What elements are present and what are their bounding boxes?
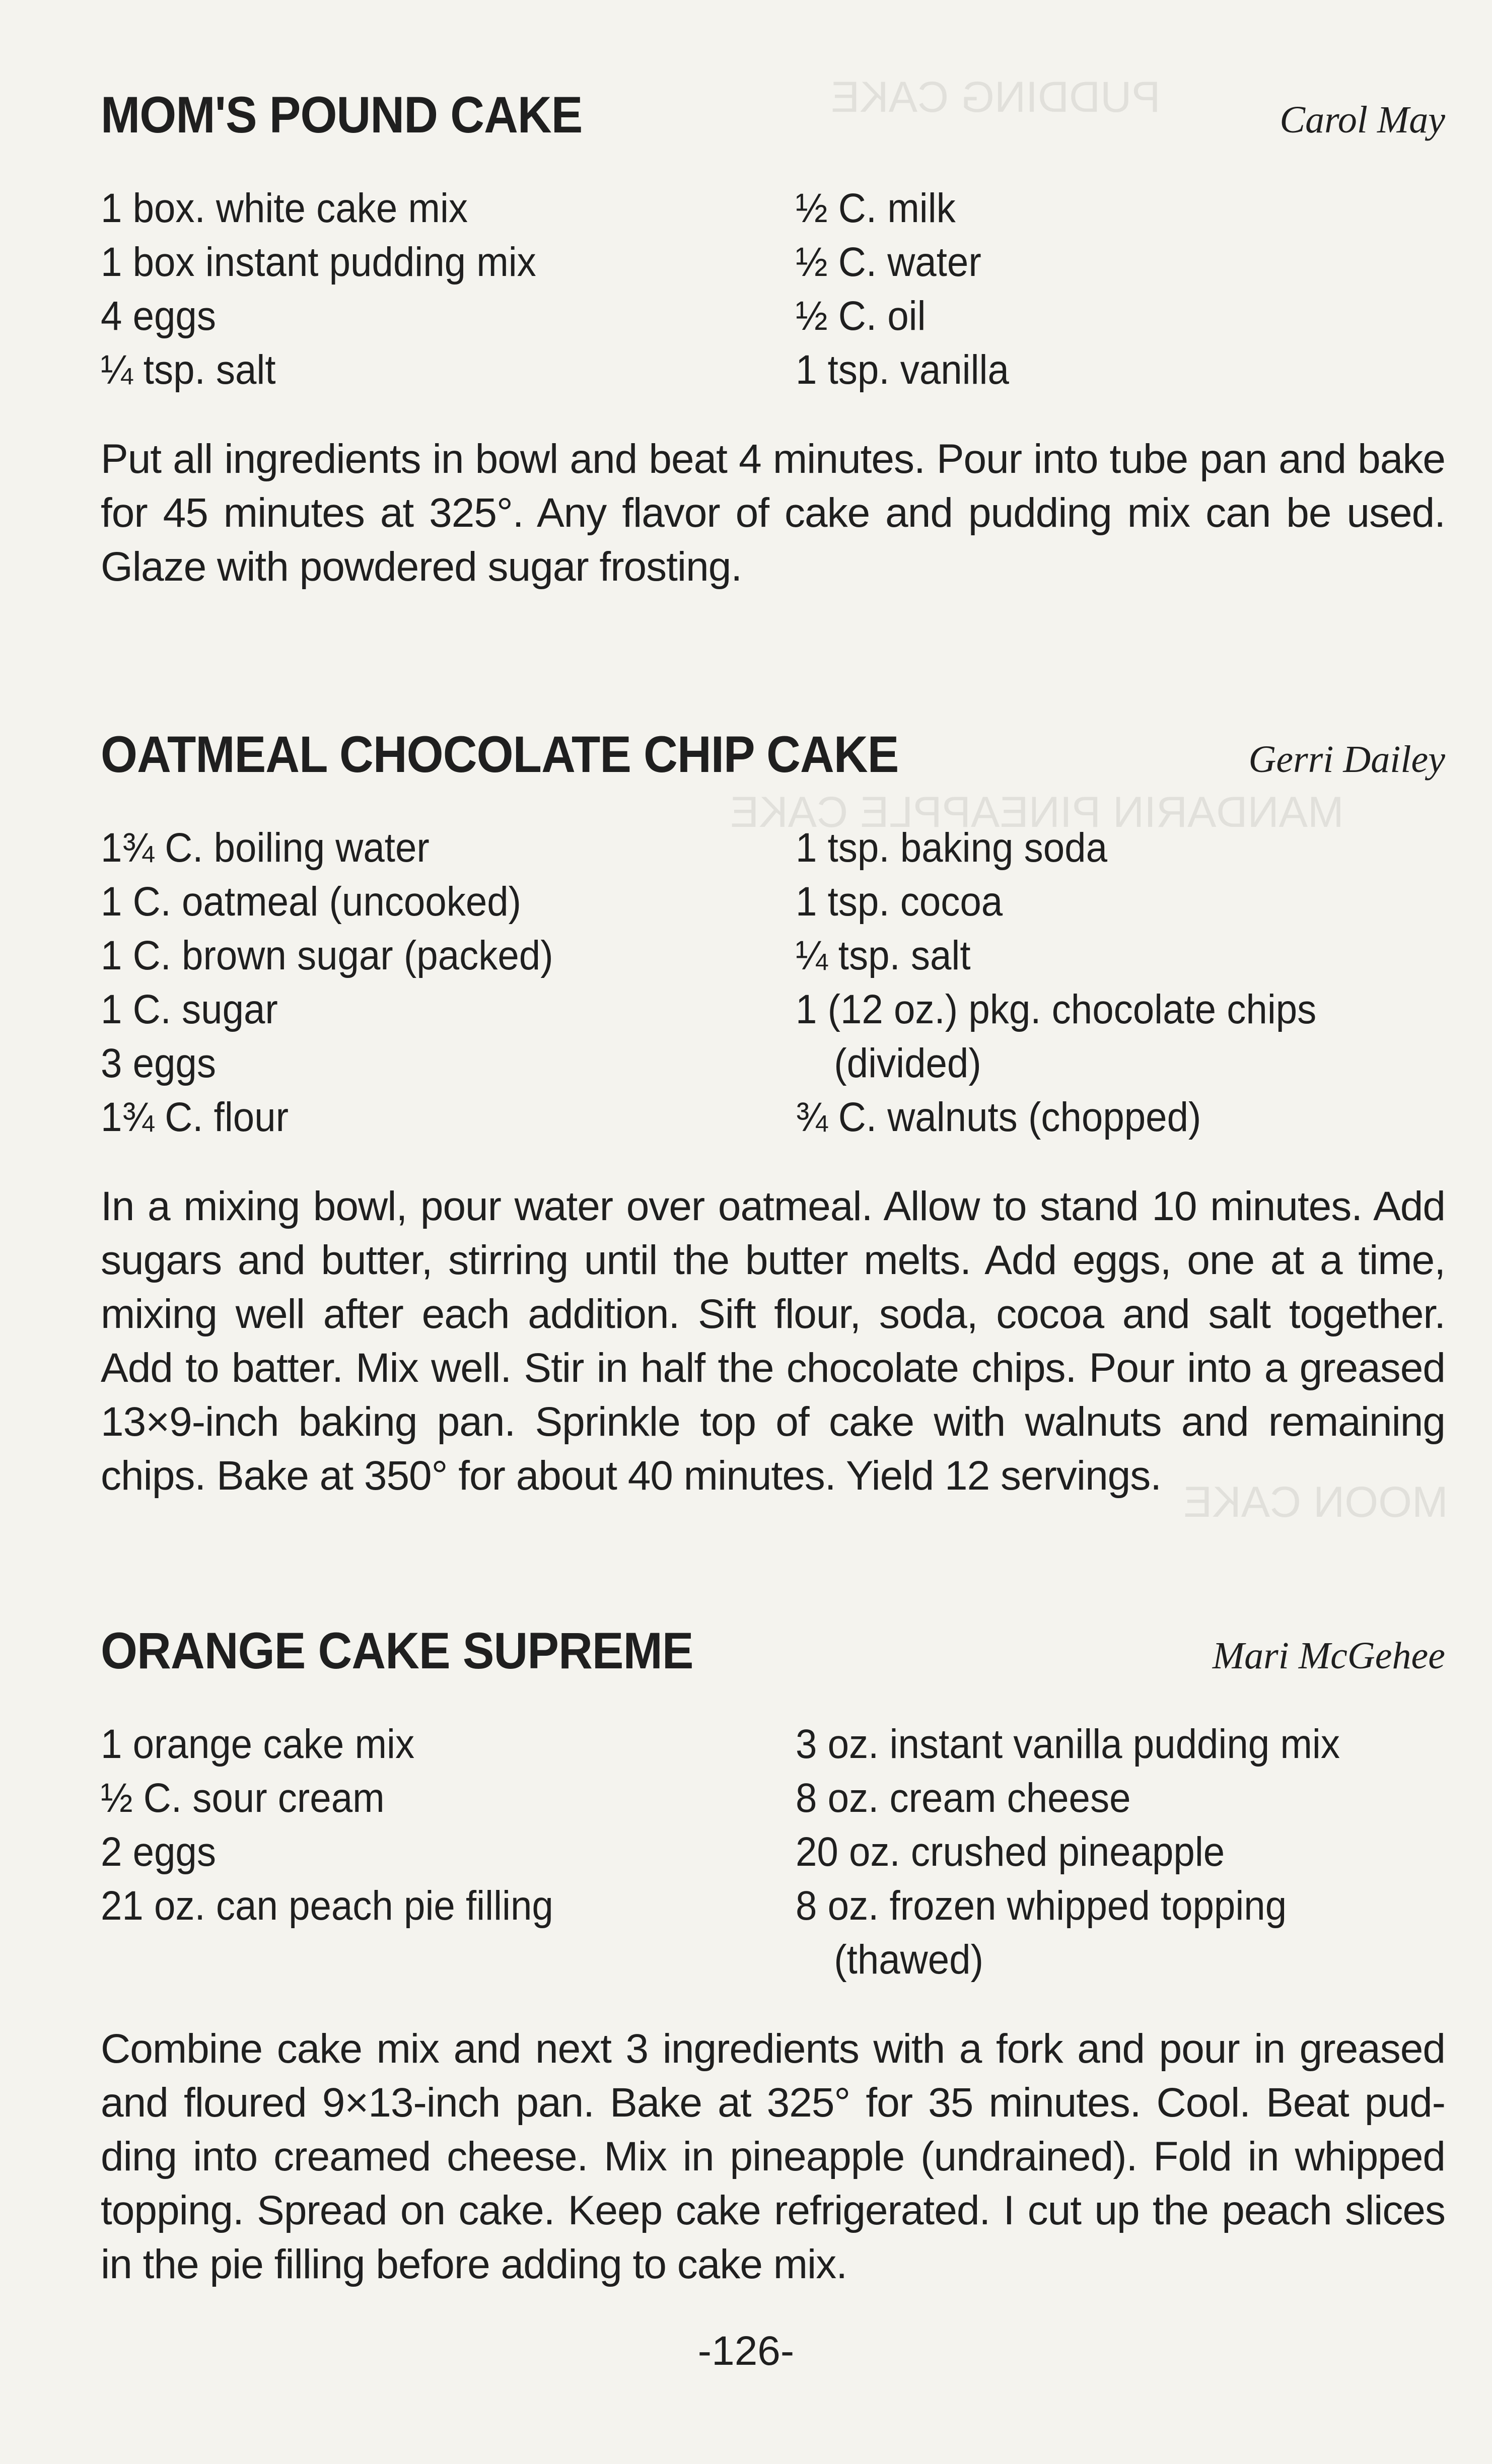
- recipe-mom-s-pound-cake: [101, 86, 1445, 594]
- method-line: Put all ingredients in bowl and beat 4 minutes. Pour into tube pan and bake: [101, 436, 1445, 482]
- reverse-side-bleed-1: PUDDING CAKE: [831, 73, 1161, 121]
- ingredient: 1 box instant pudding mix: [101, 239, 536, 285]
- page-number: -126-: [697, 2328, 795, 2374]
- ingredient-column-left: [101, 1717, 796, 1987]
- ingredient: 1¾ C. boiling water: [101, 825, 430, 871]
- method-line: mixing well after each addition. Sift flour, soda, cocoa and salt together.: [101, 1291, 1445, 1337]
- ingredient-list: [101, 181, 1445, 397]
- ingredient: 3 eggs: [101, 1040, 216, 1086]
- ingredient: 1 box. white cake mix: [101, 185, 468, 231]
- recipe-author: Gerri Dailey: [1248, 738, 1445, 781]
- method-line: Add to batter. Mix well. Stir in half the chocolate chips. Pour into a greased: [101, 1345, 1445, 1391]
- ingredient: 21 oz. can peach pie filling: [101, 1883, 553, 1929]
- ingredient: 1 tsp. cocoa: [796, 879, 1003, 925]
- ingredient-column-right: [796, 1717, 1445, 1987]
- method-line: sugars and butter, stirring until the butter melts. Add eggs, one at a time,: [101, 1237, 1445, 1283]
- ingredient-list: [101, 821, 1445, 1144]
- method-line: in the pie filling before adding to cake mix.: [101, 2241, 847, 2287]
- recipe-header: [101, 1622, 1445, 1697]
- method-line: 13×9-inch baking pan. Sprinkle top of cake with walnuts and remaining: [101, 1399, 1445, 1445]
- method-line: Combine cake mix and next 3 ingredients with a fork and pour in greased: [101, 2026, 1445, 2072]
- method-line: and floured 9×13-inch pan. Bake at 325° for 35 minutes. Cool. Beat pud-: [101, 2080, 1445, 2126]
- recipe-method: [101, 1179, 1445, 1503]
- ingredient: 1 tsp. vanilla: [796, 347, 1009, 393]
- method-line: chips. Bake at 350° for about 40 minutes. Yield 12 servings.: [101, 1453, 1162, 1499]
- ingredient-column-left: [101, 821, 796, 1144]
- method-line: ding into creamed cheese. Mix in pineapple (undrained). Fold in whipped: [101, 2134, 1445, 2179]
- ingredient: 1 orange cake mix: [101, 1721, 415, 1767]
- method-line: topping. Spread on cake. Keep cake refrigerated. I cut up the peach slices: [101, 2188, 1445, 2233]
- recipe-author: Carol May: [1280, 99, 1445, 141]
- ingredient: 3 oz. instant vanilla pudding mix: [796, 1721, 1340, 1767]
- ingredient: 1 tsp. baking soda: [796, 825, 1107, 871]
- ingredient: 1 C. oatmeal (uncooked): [101, 879, 522, 925]
- ingredient-column-right: [796, 821, 1445, 1144]
- ingredient: 1¾ C. flour: [101, 1094, 289, 1140]
- ingredient-list: [101, 1717, 1445, 1987]
- recipe-title: MOM'S POUND CAKE: [101, 86, 583, 144]
- ingredient-column-right: [796, 181, 1445, 397]
- method-line: In a mixing bowl, pour water over oatmeal. Allow to stand 10 minutes. Add: [101, 1183, 1445, 1229]
- ingredient-note: (thawed): [834, 1937, 983, 1983]
- ingredient: 4 eggs: [101, 293, 216, 339]
- ingredient: ½ C. water: [796, 239, 981, 285]
- ingredient: 20 oz. crushed pineapple: [796, 1829, 1225, 1875]
- reverse-side-bleed-2: MANDARIN PINEAPPLE CAKE: [730, 788, 1344, 836]
- ingredient: ¼ tsp. salt: [796, 933, 971, 978]
- recipe-author: Mari McGehee: [1212, 1635, 1445, 1677]
- method-line: Glaze with powdered sugar frosting.: [101, 544, 742, 590]
- ingredient: 1 C. brown sugar (packed): [101, 933, 553, 978]
- side-tab-watermark: [18, 1360, 58, 2090]
- ingredient: 8 oz. frozen whipped topping: [796, 1883, 1287, 1929]
- ingredient: ½ C. oil: [796, 293, 926, 339]
- reverse-side-bleed-3: MOON CAKE: [1183, 1478, 1448, 1526]
- ingredient: 8 oz. cream cheese: [796, 1775, 1131, 1821]
- recipe-orange-cake-supreme: [101, 1622, 1445, 2291]
- ingredient: ½ C. milk: [796, 185, 956, 231]
- ingredient: ½ C. sour cream: [101, 1775, 385, 1821]
- ingredient: 2 eggs: [101, 1829, 216, 1875]
- ingredient: ¼ tsp. salt: [101, 347, 276, 393]
- recipe-oatmeal-chocolate-chip-cake: [101, 725, 1445, 1503]
- ingredient: 1 C. sugar: [101, 987, 278, 1032]
- recipe-method: [101, 432, 1445, 594]
- ingredient: ¾ C. walnuts (chopped): [796, 1094, 1201, 1140]
- recipe-title: OATMEAL CHOCOLATE CHIP CAKE: [101, 726, 899, 783]
- recipe-header: [101, 86, 1445, 161]
- recipe-method: [101, 2022, 1445, 2291]
- method-line: for 45 minutes at 325°. Any flavor of cake and pudding mix can be used.: [101, 490, 1445, 536]
- ingredient-note: (divided): [834, 1040, 981, 1086]
- ingredient-column-left: [101, 181, 796, 397]
- recipe-header: [101, 725, 1445, 801]
- ingredient: 1 (12 oz.) pkg. chocolate chips: [796, 987, 1317, 1032]
- recipe-title: ORANGE CAKE SUPREME: [101, 1622, 693, 1679]
